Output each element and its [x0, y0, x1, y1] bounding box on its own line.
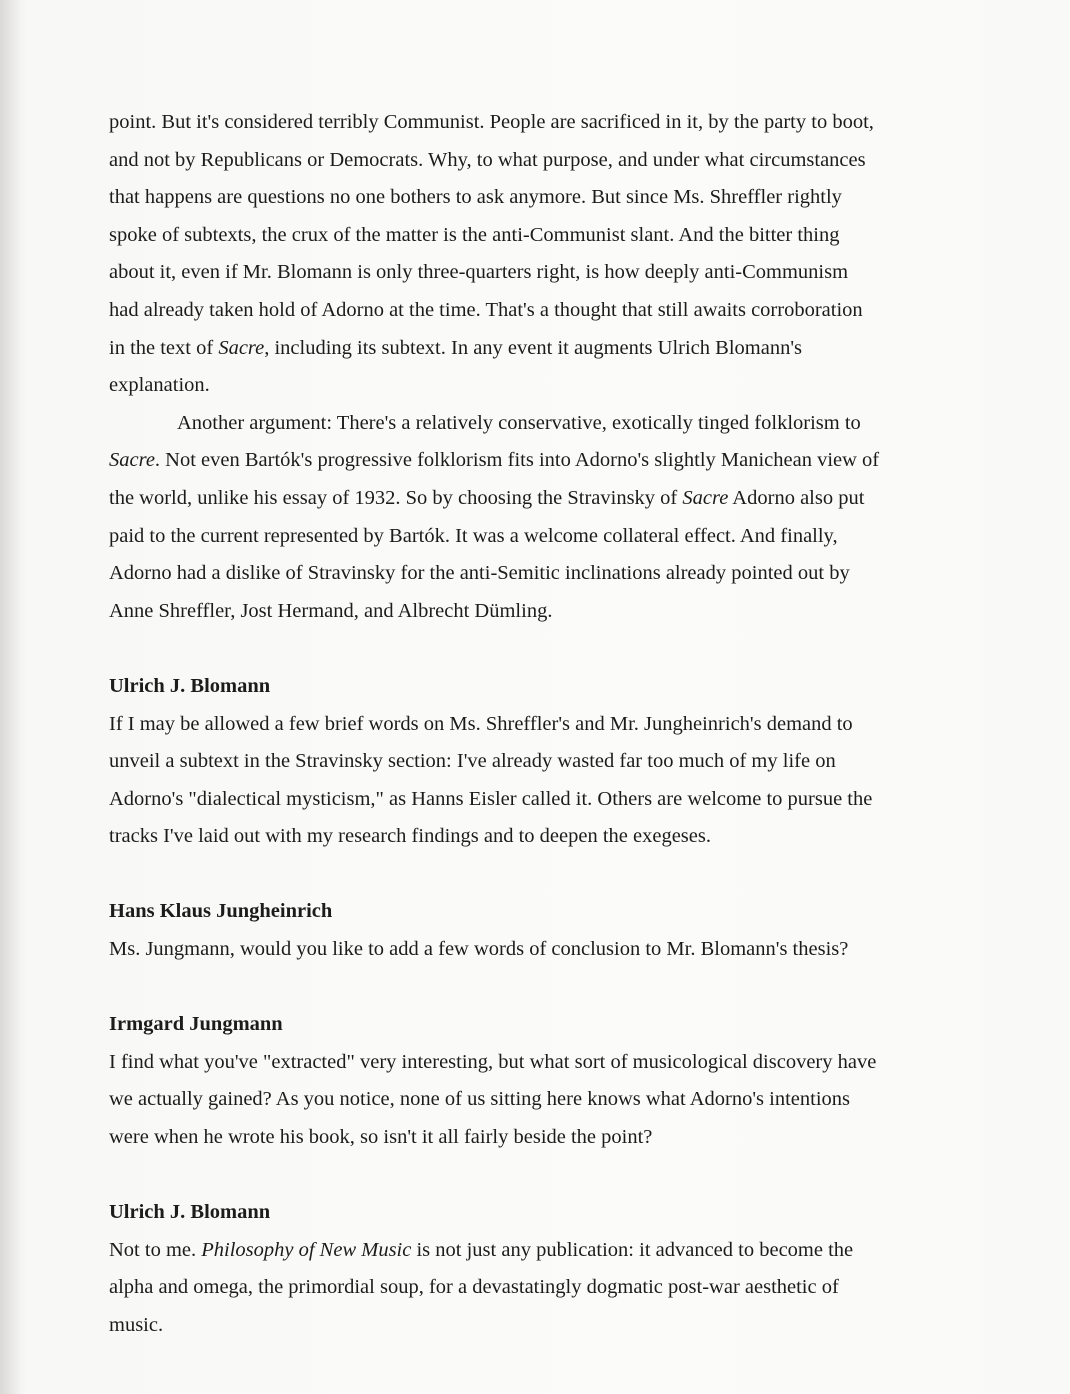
- text-line: [109, 442, 929, 480]
- text-segment: , including its subtext. In any event it augments Ulrich Blomann's: [264, 336, 802, 359]
- text-segment: Not to me.: [109, 1238, 202, 1261]
- text-line: [109, 330, 929, 368]
- text-line-indented: Another argument: There's a relatively conservative, exotically tinged folklorism to: [177, 411, 861, 434]
- text-line: [109, 1232, 929, 1270]
- text-line: we actually gained? As you notice, none of us sitting here knows what Adorno's intentions: [109, 1088, 850, 1111]
- speaker-name: Irmgard Jungmann: [109, 1013, 283, 1036]
- text-line: If I may be allowed a few brief words on Ms. Shreffler's and Mr. Jungheinrich's demand to: [109, 712, 853, 735]
- text-line: were when he wrote his book, so isn't it all fairly beside the point?: [109, 1126, 653, 1149]
- italic-title: Sacre: [109, 449, 155, 472]
- text-line: that happens are questions no one bothers to ask anymore. But since Ms. Shreffler rightly: [109, 186, 842, 209]
- text-segment: is not just any publication: it advanced to become the: [411, 1238, 854, 1261]
- text-segment: the world, unlike his essay of 1932. So by choosing the Stravinsky of: [109, 486, 683, 509]
- speaker-name: Ulrich J. Blomann: [109, 1201, 271, 1224]
- speaker-name: Ulrich J. Blomann: [109, 674, 271, 697]
- text-line: paid to the current represented by Bartók. It was a welcome collateral effect. And finally,: [109, 524, 838, 547]
- italic-title: Sacre: [218, 336, 265, 359]
- text-line: had already taken hold of Adorno at the time. That's a thought that still awaits corroboration: [109, 298, 863, 321]
- text-line: I find what you've "extracted" very interesting, but what sort of musicological discovery have: [109, 1050, 877, 1073]
- text-line: alpha and omega, the primordial soup, for a devastatingly dogmatic post-war aesthetic of: [109, 1276, 839, 1299]
- text-line: Anne Shreffler, Jost Hermand, and Albrecht Dümling.: [109, 599, 553, 622]
- text-line: [109, 480, 929, 518]
- text-line: point. But it's considered terribly Communist. People are sacrificed in it, by the party to boot,: [109, 111, 874, 133]
- scan-edge-shadow: [0, 0, 22, 1394]
- text-line: music.: [109, 1314, 164, 1336]
- speaker-name: Hans Klaus Jungheinrich: [109, 900, 333, 923]
- text-line: Adorno's "dialectical mysticism," as Hanns Eisler called it. Others are welcome to pursue the: [109, 787, 873, 810]
- text-line: unveil a subtext in the Stravinsky section: I've already wasted far too much of my life on: [109, 750, 836, 773]
- text-line: explanation.: [109, 374, 210, 397]
- text-line: tracks I've laid out with my research findings and to deepen the exegeses.: [109, 825, 711, 848]
- text-segment: in the text of: [109, 336, 219, 359]
- italic-title: Philosophy of New Music: [201, 1238, 412, 1261]
- text-line: Ms. Jungmann, would you like to add a few words of conclusion to Mr. Blomann's thesis?: [109, 938, 849, 961]
- text-line: Adorno had a dislike of Stravinsky for the anti-Semitic inclinations already pointed out by: [109, 562, 850, 585]
- italic-title: Sacre: [682, 486, 729, 509]
- text-segment: Adorno also put: [728, 486, 865, 509]
- text-line: and not by Republicans or Democrats. Why, to what purpose, and under what circumstances: [109, 148, 866, 171]
- text-line: spoke of subtexts, the crux of the matter is the anti-Communist slant. And the bitter thing: [109, 223, 840, 246]
- text-line: about it, even if Mr. Blomann is only three-quarters right, is how deeply anti-Communism: [109, 261, 849, 284]
- text-segment: . Not even Bartók's progressive folklorism fits into Adorno's slightly Manichean view of: [154, 449, 880, 472]
- page-content: [109, 104, 929, 1345]
